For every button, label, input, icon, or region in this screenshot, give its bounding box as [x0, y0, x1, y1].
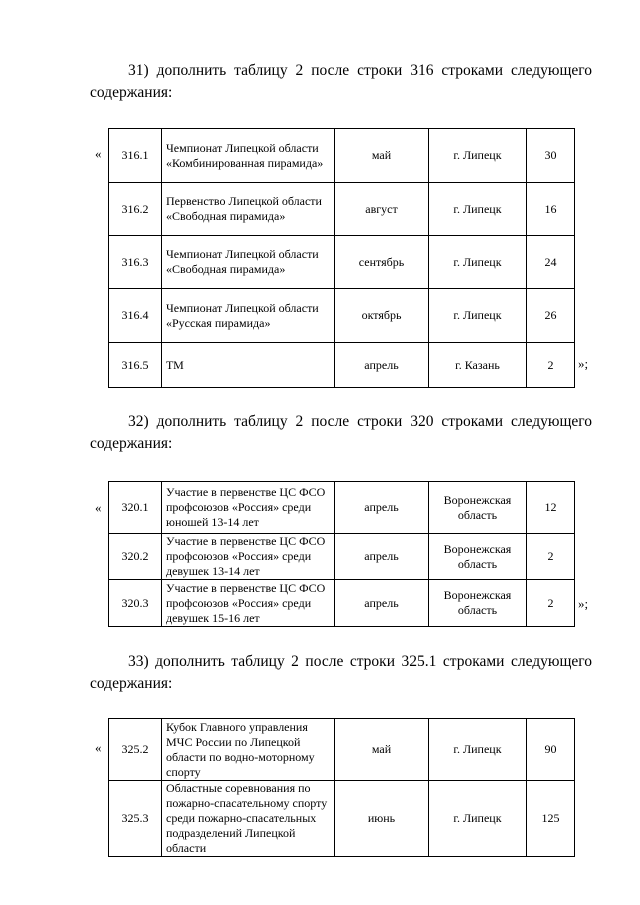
instruction-text: 31) дополнить таблицу 2 после строки 316 строками следующего [128, 62, 592, 79]
event-place: г. Липецк [429, 129, 527, 183]
row-number: 316.2 [109, 183, 162, 236]
event-name: ТМ [162, 343, 335, 388]
event-month: октябрь [335, 289, 429, 343]
event-month: апрель [335, 534, 429, 580]
event-name: Участие в первенстве ЦС ФСО профсоюзов «Россия» среди юношей 13-14 лет [162, 482, 335, 534]
row-number: 316.5 [109, 343, 162, 388]
table-row [109, 183, 575, 236]
participant-count: 125 [527, 781, 575, 857]
table-row [109, 482, 575, 534]
instruction-text: 33) дополнить таблицу 2 после строки 325.1 строками следующего [128, 653, 592, 670]
event-place: Воронежская область [429, 580, 527, 627]
event-month: апрель [335, 580, 429, 627]
event-name: Первенство Липецкой области «Свободная пирамида» [162, 183, 335, 236]
table-section-31 [108, 128, 575, 388]
event-place: Воронежская область [429, 534, 527, 580]
event-place: г. Липецк [429, 183, 527, 236]
row-number: 320.3 [109, 580, 162, 627]
event-name: Чемпионат Липецкой области «Свободная пирамида» [162, 236, 335, 289]
event-name: Участие в первенстве ЦС ФСО профсоюзов «Россия» среди девушек 13-14 лет [162, 534, 335, 580]
participant-count: 2 [527, 343, 575, 388]
instruction-text-continued: содержания: [90, 435, 173, 452]
row-number: 320.1 [109, 482, 162, 534]
instruction-text: 32) дополнить таблицу 2 после строки 320 строками следующего [128, 413, 592, 430]
event-place: г. Казань [429, 343, 527, 388]
table-section-32 [108, 481, 575, 627]
row-number: 316.4 [109, 289, 162, 343]
event-month: июнь [335, 781, 429, 857]
row-number: 316.3 [109, 236, 162, 289]
event-month: апрель [335, 482, 429, 534]
table-row [109, 534, 575, 580]
open-quote: « [95, 740, 102, 755]
event-month: август [335, 183, 429, 236]
table-row [109, 236, 575, 289]
participant-count: 2 [527, 580, 575, 627]
event-place: г. Липецк [429, 719, 527, 781]
participant-count: 26 [527, 289, 575, 343]
open-quote: « [95, 500, 102, 515]
table-row [109, 289, 575, 343]
row-number: 325.2 [109, 719, 162, 781]
event-name: Чемпионат Липецкой области «Комбинированная пирамида» [162, 129, 335, 183]
instruction-text-continued: содержания: [90, 84, 173, 101]
open-quote: « [95, 146, 102, 161]
participant-count: 90 [527, 719, 575, 781]
event-name: Областные соревнования по пожарно-спасательному спорту среди пожарно-спасательных подразделений Липецкой области [162, 781, 335, 857]
close-quote: »; [578, 356, 589, 371]
event-name: Чемпионат Липецкой области «Русская пирамида» [162, 289, 335, 343]
row-number: 316.1 [109, 129, 162, 183]
table-row [109, 129, 575, 183]
event-name: Кубок Главного управления МЧС России по Липецкой области по водно-моторному спорту [162, 719, 335, 781]
participant-count: 12 [527, 482, 575, 534]
event-place: г. Липецк [429, 236, 527, 289]
event-month: апрель [335, 343, 429, 388]
event-place: Воронежская область [429, 482, 527, 534]
participant-count: 24 [527, 236, 575, 289]
event-month: сентябрь [335, 236, 429, 289]
row-number: 325.3 [109, 781, 162, 857]
instruction-paragraph-31 [90, 60, 592, 104]
table-section-33 [108, 718, 575, 857]
participant-count: 16 [527, 183, 575, 236]
table-row [109, 343, 575, 388]
event-place: г. Липецк [429, 781, 527, 857]
event-month: май [335, 719, 429, 781]
close-quote: »; [578, 596, 589, 611]
instruction-text-continued: содержания: [90, 675, 173, 692]
instruction-paragraph-32 [90, 411, 592, 455]
event-name: Участие в первенстве ЦС ФСО профсоюзов «Россия» среди девушек 15-16 лет [162, 580, 335, 627]
participant-count: 30 [527, 129, 575, 183]
participant-count: 2 [527, 534, 575, 580]
table-row [109, 781, 575, 857]
event-place: г. Липецк [429, 289, 527, 343]
instruction-paragraph-33 [90, 651, 592, 695]
row-number: 320.2 [109, 534, 162, 580]
table-row [109, 719, 575, 781]
table-row [109, 580, 575, 627]
event-month: май [335, 129, 429, 183]
